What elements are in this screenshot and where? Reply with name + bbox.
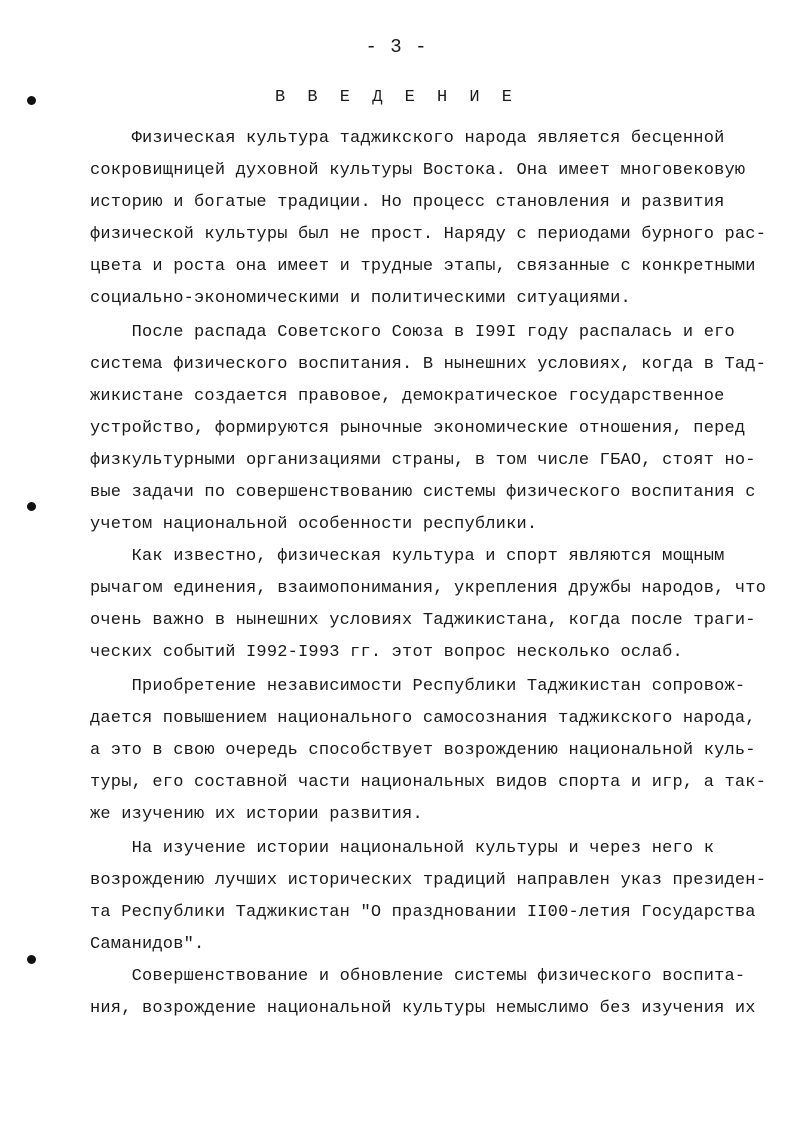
text-line: На изучение истории национальной культуры и через него к bbox=[90, 839, 715, 858]
text-line: физкультурными организациями страны, в том числе ГБАО, стоят но- bbox=[90, 451, 756, 470]
text-line: жикистане создается правовое, демократическое государственное bbox=[90, 387, 725, 406]
text-line: же изучению их истории развития. bbox=[90, 805, 423, 824]
page-number: - 3 - bbox=[365, 36, 428, 58]
text-line: учетом национальной особенности республики. bbox=[90, 515, 538, 534]
text-line: цвета и роста она имеет и трудные этапы, связанные с конкретными bbox=[90, 257, 756, 276]
text-line: очень важно в нынешних условиях Таджикистана, когда после траги- bbox=[90, 611, 756, 630]
text-line: После распада Советского Союза в I99I году распалась и его bbox=[90, 323, 735, 342]
text-line: сокровищницей духовной культуры Востока. Она имеет многовековую bbox=[90, 161, 746, 180]
margin-bullet-icon bbox=[27, 502, 36, 511]
text-line: система физического воспитания. В нынешних условиях, когда в Тад- bbox=[90, 355, 767, 374]
text-line: вые задачи по совершенствованию системы физического воспитания с bbox=[90, 483, 756, 502]
text-line: возрождению лучших исторических традиций направлен указ президен- bbox=[90, 871, 767, 890]
text-line: историю и богатые традиции. Но процесс становления и развития bbox=[90, 193, 725, 212]
text-line: туры, его составной части национальных видов спорта и игр, а так- bbox=[90, 773, 767, 792]
text-line: та Республики Таджикистан "О праздновании II00-летия Государства bbox=[90, 903, 756, 922]
text-line: физической культуры был не прост. Наряду с периодами бурного рас- bbox=[90, 225, 767, 244]
text-line: Как известно, физическая культура и спорт являются мощным bbox=[90, 547, 725, 566]
margin-bullet-icon bbox=[27, 96, 36, 105]
text-line: дается повышением национального самосознания таджикского народа, bbox=[90, 709, 756, 728]
text-line: социально-экономическими и политическими ситуациями. bbox=[90, 289, 631, 308]
margin-bullet-icon bbox=[27, 955, 36, 964]
text-line: ческих событий I992-I993 гг. этот вопрос несколько ослаб. bbox=[90, 643, 683, 662]
text-line: Саманидов". bbox=[90, 935, 205, 954]
section-heading: В В Е Д Е Н И Е bbox=[274, 88, 519, 107]
text-line: рычагом единения, взаимопонимания, укрепления дружбы народов, что bbox=[90, 579, 767, 598]
text-line: Физическая культура таджикского народа является бесценной bbox=[90, 129, 725, 148]
text-line: ния, возрождение национальной культуры немыслимо без изучения их bbox=[90, 999, 756, 1018]
text-line: Приобретение независимости Республики Таджикистан сопровож- bbox=[90, 677, 746, 696]
text-line: а это в свою очередь способствует возрождению национальной куль- bbox=[90, 741, 756, 760]
text-line: Совершенствование и обновление системы физического воспита- bbox=[90, 967, 746, 986]
text-line: устройство, формируются рыночные экономические отношения, перед bbox=[90, 419, 746, 438]
